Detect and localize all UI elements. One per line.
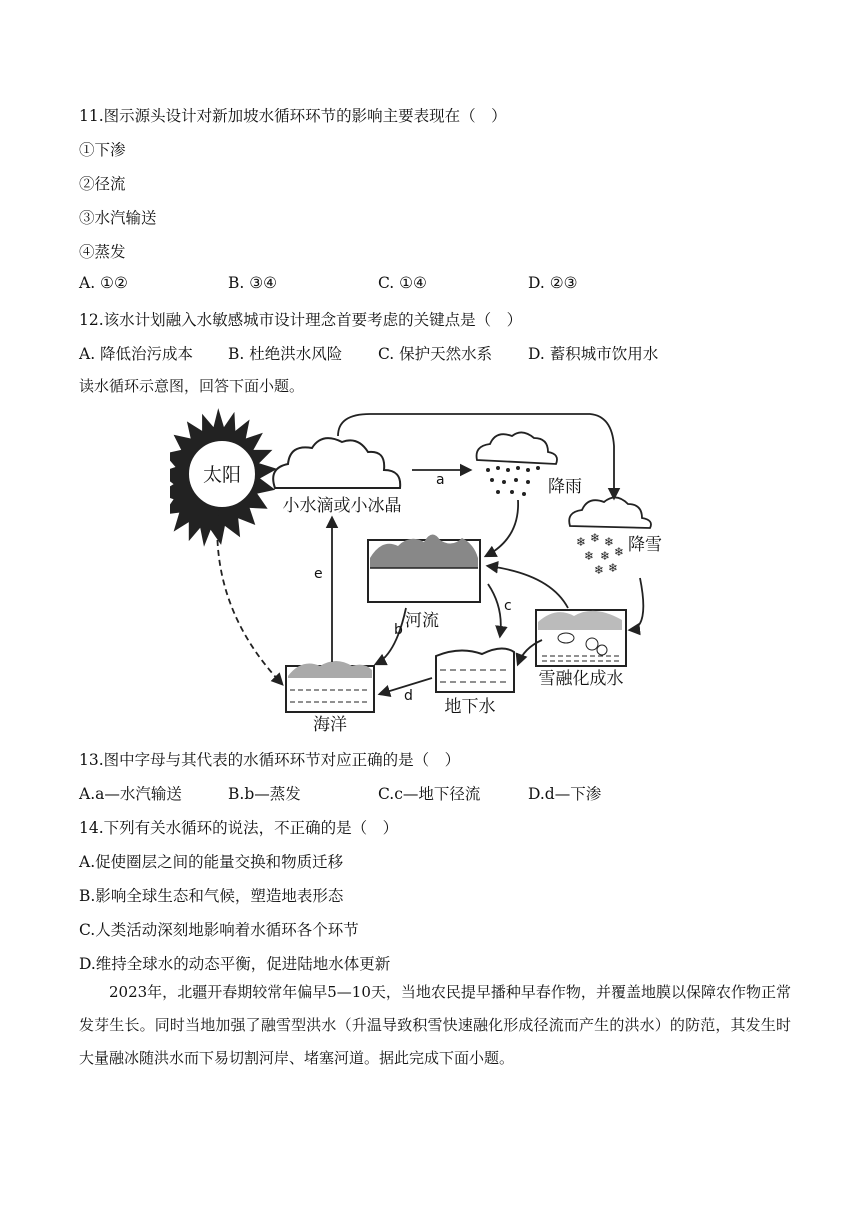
svg-text:❄: ❄ [584, 549, 595, 563]
question-14-stem: 14.下列有关水循环的说法，不正确的是（ ） [79, 819, 399, 837]
diagram-intro: 读水循环示意图，回答下面小题。 [79, 377, 305, 395]
q14-option-d: D.维持全球水的动态平衡，促进陆地水体更新 [79, 955, 391, 973]
river-label: 河流 [405, 611, 439, 631]
water-cycle-diagram [170, 408, 670, 738]
svg-text:❄: ❄ [600, 549, 611, 563]
q11-item-1: ①下渗 [79, 141, 126, 159]
letter-d: d [404, 688, 413, 704]
letter-e: e [314, 566, 323, 582]
passage-text: 2023年，北疆开春期较常年偏早5—10天，当地农民提早播种早春作物，并覆盖地膜以保障农作物正常发芽生长。同时当地加强了融雪型洪水（升温导致积雪快速融化形成径流而产生的洪水）的防范，其发生时大量融冰随洪水而下易切割河岸、堵塞河道。据此完成下面小题。 [79, 983, 791, 1067]
q14-option-b: B.影响全球生态和气候，塑造地表形态 [79, 887, 344, 905]
q13-option-a: A.a—水汽输送 [79, 785, 182, 803]
q13-option-c: C.c—地下径流 [378, 785, 481, 803]
letter-c: c [504, 598, 512, 614]
ocean-box [286, 661, 374, 712]
passage [79, 976, 791, 1075]
question-12-stem: 12.该水计划融入水敏感城市设计理念首要考虑的关键点是（ ） [79, 311, 523, 329]
svg-text:❄: ❄ [604, 535, 615, 549]
sun-icon [170, 408, 277, 547]
arrow-melt-to-river [488, 566, 568, 608]
q11-option-a: A. ①② [79, 274, 128, 292]
q11-option-d: D. ②③ [528, 274, 578, 292]
q13-option-d: D.d—下渗 [528, 785, 602, 803]
river-box [368, 534, 480, 602]
letter-b: b [394, 622, 403, 638]
q12-option-c: C. 保护天然水系 [378, 345, 493, 363]
cloud-label: 小水滴或小冰晶 [282, 496, 402, 516]
arrow-rain-to-river [486, 500, 518, 556]
q11-item-4: ④蒸发 [79, 243, 126, 261]
snowmelt-label: 雪融化成水 [538, 669, 624, 689]
svg-text:❄: ❄ [594, 563, 605, 577]
ocean-label: 海洋 [313, 715, 347, 735]
sun-label: 太阳 [202, 464, 242, 486]
snow-label: 降雪 [628, 535, 662, 555]
q11-item-3: ③水汽输送 [79, 209, 157, 227]
q11-item-2: ②径流 [79, 175, 126, 193]
q13-option-b: B.b—蒸发 [228, 785, 301, 803]
q12-option-d: D. 蓄积城市饮用水 [528, 345, 659, 363]
svg-text:❄: ❄ [608, 561, 619, 575]
rain-cloud-icon [477, 432, 557, 496]
q11-option-c: C. ①④ [378, 274, 427, 292]
q12-option-b: B. 杜绝洪水风险 [228, 345, 343, 363]
groundwater-box [436, 648, 514, 692]
svg-text:❄: ❄ [614, 545, 625, 559]
rain-label: 降雨 [548, 477, 582, 497]
snowmelt-box [536, 610, 626, 666]
q14-option-c: C.人类活动深刻地影响着水循环各个环节 [79, 921, 359, 939]
arrow-sun-to-ocean [217, 510, 282, 684]
arrow-snow-to-melt [630, 578, 643, 630]
letter-a: a [436, 472, 445, 488]
question-11-stem: 11.图示源头设计对新加坡水循环环节的影响主要表现在（ ） [79, 107, 507, 125]
svg-text:❄: ❄ [590, 531, 601, 545]
question-13-stem: 13.图中字母与其代表的水循环环节对应正确的是（ ） [79, 751, 461, 769]
q12-option-a: A. 降低治污成本 [79, 345, 194, 363]
cloud-icon [273, 438, 400, 488]
q14-option-a: A.促使圈层之间的能量交换和物质迁移 [79, 853, 344, 871]
svg-text:❄: ❄ [576, 535, 587, 549]
q11-option-b: B. ③④ [228, 274, 278, 292]
arrow-c [488, 584, 501, 636]
groundwater-label: 地下水 [444, 697, 496, 717]
